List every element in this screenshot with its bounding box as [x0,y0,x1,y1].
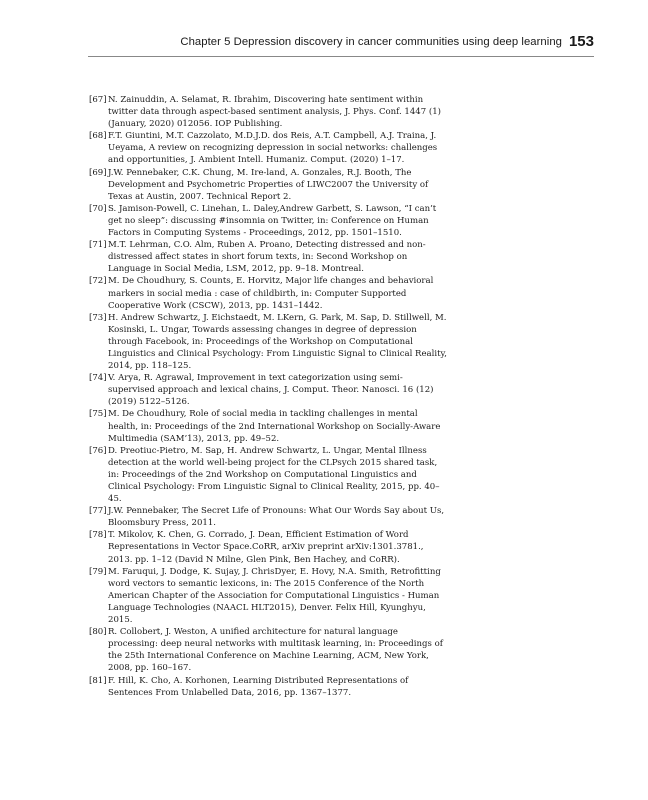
reference-text: M. Faruqui, J. Dodge, K. Sujay, J. ChrisDyer, E. Hovy, N.A. Smith, Retrofitting word vectors to semantic lexicons, in: The 2015 Conference of the North American Chapter of the Association for Computational Linguistics - Human Language Technologies (NAACL HLT2015), Denver. Felix Hill, Kyunghyu, 2015. [108,566,441,626]
reference-item [89,275,449,311]
reference-number: [77] [89,506,107,517]
reference-text: F.T. Giuntini, M.T. Cazzolato, M.D.J.D. dos Reis, A.T. Campbell, A.J. Traina, J. Ueyama, A review on recognizing depression in social networks: challenges and opportunities, J. Ambient Intell. Humaniz. Comput. (2020) 1–17. [108,131,438,166]
reference-item [89,372,449,408]
reference-item [89,94,449,130]
reference-item [89,312,449,372]
reference-text: V. Arya, R. Agrawal, Improvement in text categorization using semi-supervised approach and lexical chains, J. Comput. Theor. Nanosci. 16 (12) (2019) 5122–5126. [108,373,434,408]
reference-item [89,529,449,565]
reference-number: [69] [89,167,107,178]
header-divider [88,56,594,57]
reference-item [89,167,449,203]
reference-number: [81] [89,675,107,686]
reference-item [89,445,449,505]
reference-number: [70] [89,203,107,214]
reference-text: M. De Choudhury, S. Counts, E. Horvitz, Major life changes and behavioral markers in social media : case of childbirth, in: Computer Supported Cooperative Work (CSCW), 2013, pp. 1431–1442. [108,276,434,311]
running-header [0,30,648,54]
reference-item [89,566,449,626]
reference-number: [74] [89,373,107,384]
reference-item [89,505,449,529]
reference-item [89,130,449,166]
reference-number: [75] [89,409,107,420]
reference-text: D. Preotiuc-Pietro, M. Sap, H. Andrew Schwartz, L. Ungar, Mental Illness detection at the world well-being project for the CLPsych 2015 shared task, in: Proceedings of the 2nd Workshop on Computational Linguistics and Clinical Psychology: From Linguistic Signal to Clinical Reality, 2015, pp. 40–45. [108,445,440,505]
reference-number: [76] [89,445,107,456]
reference-text: M.T. Lehrman, C.O. Alm, Ruben A. Proano, Detecting distressed and non-distressed affect states in short forum texts, in: Second Workshop on Language in Social Media, LSM, 2012, pp. 9–18. Montreal. [108,240,426,275]
reference-item [89,626,449,674]
reference-text: F. Hill, K. Cho, A. Korhonen, Learning Distributed Representations of Sentences From Unlabelled Data, 2016, pp. 1367–1377. [108,675,409,698]
reference-text: M. De Choudhury, Role of social media in tackling challenges in mental health, in: Proceedings of the 2nd International Workshop on Socially-Aware Multimedia (SAM’13), 2013, pp. 49–52. [108,409,441,444]
reference-item [89,675,449,699]
reference-list [89,94,449,699]
reference-number: [78] [89,530,107,541]
reference-number: [71] [89,240,107,251]
reference-text: S. Jamison-Powell, C. Linehan, L. Daley,Andrew Garbett, S. Lawson, “I can’t get no sleep”: discussing #insomnia on Twitter, in: Conference on Human Factors in Computing Systems - Proceedings, 2012, pp. 1501–1510. [108,203,437,239]
reference-text: T. Mikolov, K. Chen, G. Corrado, J. Dean, Efficient Estimation of Word Representations in Vector Space.CoRR, arXiv preprint arXiv:1301.3781., 2013. pp. 1–12 (David N Milne, Glen Pink, Ben Hachey, and CoRR). [108,530,424,565]
reference-number: [67] [89,95,107,105]
reference-item [89,203,449,239]
reference-number: [68] [89,131,107,142]
reference-item [89,408,449,444]
reference-text: J.W. Pennebaker, C.K. Chung, M. Ire-land, A. Gonzales, R.J. Booth, The Development and Psychometric Properties of LIWC2007 the University of Texas at Austin, 2007. Technical Report 2. [108,167,429,202]
reference-text: R. Collobert, J. Weston, A unified architecture for natural language processing: deep neural networks with multitask learning, in: Proceedings of the 25th International Conference on Machine Learning, ACM, New York, 2008, pp. 160–167. [108,627,443,674]
reference-number: [73] [89,312,107,323]
reference-item [89,239,449,275]
page-number: 153 [568,33,594,50]
reference-text: H. Andrew Schwartz, J. Eichstaedt, M. LKern, G. Park, M. Sap, D. Stillwell, M. Kosinski, L. Ungar, Towards assessing changes in degree of depression through Facebook, in: Proceedings of the Workshop on Computational Linguistics and Clinical Psychology: From Linguistic Signal to Clinical Reality, 2014, pp. 118–125. [108,312,447,372]
reference-text: N. Zainuddin, A. Selamat, R. Ibrahim, Discovering hate sentiment within twitter data through aspect-based sentiment analysis, J. Phys. Conf. 1447 (1) (January, 2020) 012056. IOP Publishing. [108,95,442,130]
reference-number: [79] [89,566,107,577]
reference-number: [72] [89,276,107,287]
chapter-title: Chapter 5 Depression discovery in cancer communities using deep learning [180,36,562,48]
reference-text: J.W. Pennebaker, The Secret Life of Pronouns: What Our Words Say about Us, Bloomsbury Press, 2011. [108,506,445,529]
reference-number: [80] [89,627,107,638]
